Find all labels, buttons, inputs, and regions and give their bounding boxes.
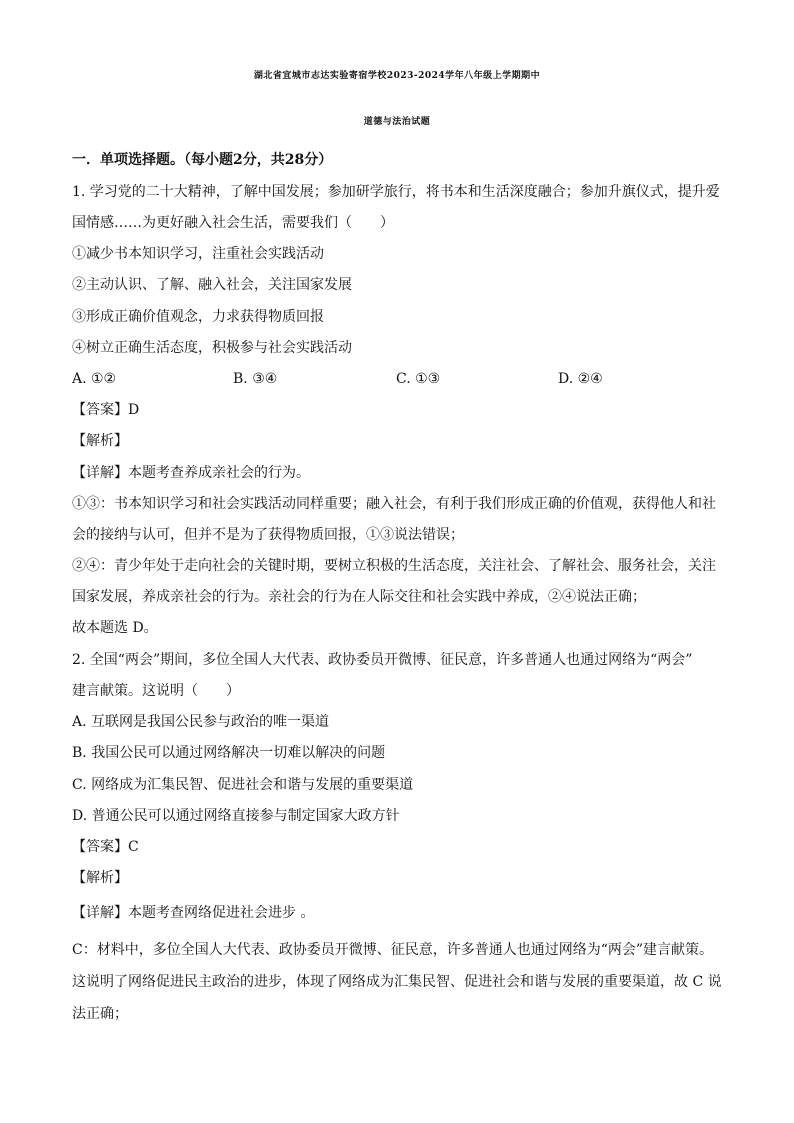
q1-explanation-2-line2: 国家发展，养成亲社会的行为。亲社会的行为在人际交往和社会实践中养成，②④说法正确； bbox=[72, 589, 646, 605]
q2-analysis-label: 【解析】 bbox=[72, 870, 128, 886]
q1-explanation-1-line1: ①③：书本知识学习和社会实践活动同样重要；融入社会，有利于我们形成正确的价值观，获得他人和社 bbox=[72, 496, 716, 512]
q1-option-b: B. ③④ bbox=[233, 371, 278, 387]
q1-option-a: A. ①② bbox=[72, 371, 117, 387]
q1-answer: 【答案】D bbox=[72, 402, 140, 418]
q1-item-2: ②主动认识、了解、融入社会，关注国家发展 bbox=[72, 277, 352, 293]
q2-explanation-line1: C：材料中，多位全国人大代表、政协委员开微博、征民意，许多普通人也通过网络为“两会”建言献策。 bbox=[72, 942, 714, 958]
q1-explanation-1-line2: 会的接纳与认可，但并不是为了获得物质回报，①③说法错误； bbox=[72, 527, 464, 543]
q2-explanation-line3: 法正确； bbox=[72, 1006, 128, 1022]
q2-stem-line2: 建言献策。这说明（ ） bbox=[72, 683, 240, 699]
q1-item-1: ①减少书本知识学习，注重社会实践活动 bbox=[72, 246, 324, 262]
q2-answer: 【答案】C bbox=[72, 839, 139, 855]
q1-conclusion: 故本题选 D。 bbox=[72, 620, 158, 636]
document-title-line2: 道德与法治试题 bbox=[363, 117, 431, 127]
q1-explanation-2-line1: ②④：青少年处于走向社会的关键时期，要树立积极的生活态度，关注社会、了解社会、服务社会，关注 bbox=[72, 558, 716, 574]
q2-option-c: C. 网络成为汇集民智、促进社会和谐与发展的重要渠道 bbox=[72, 777, 414, 793]
q2-option-a: A. 互联网是我国公民参与政治的唯一渠道 bbox=[72, 714, 330, 730]
q2-explanation-line2: 这说明了网络促进民主政治的进步，体现了网络成为汇集民智、促进社会和谐与发展的重要渠道，故 C 说 bbox=[72, 974, 722, 990]
q1-stem-line1: 1. 学习党的二十大精神，了解中国发展；参加研学旅行，将书本和生活深度融合；参加升旗仪式，提升爱 bbox=[72, 184, 720, 200]
q1-option-c: C. ①③ bbox=[396, 371, 441, 387]
q1-analysis-label: 【解析】 bbox=[72, 433, 128, 449]
section-heading: 一．单项选择题。（每小题2分，共28分） bbox=[72, 152, 333, 168]
q1-item-4: ④树立正确生活态度，积极参与社会实践活动 bbox=[72, 340, 352, 356]
q1-stem-line2: 国情感……为更好融入社会生活，需要我们（ ） bbox=[72, 215, 394, 231]
q1-detail: 【详解】本题考查养成亲社会的行为。 bbox=[72, 465, 310, 481]
document-title-line1: 湖北省宜城市志达实验寄宿学校2023-2024学年八年级上学期期中 bbox=[253, 71, 541, 81]
q2-option-b: B. 我国公民可以通过网络解决一切难以解决的问题 bbox=[72, 745, 386, 761]
q2-option-d: D. 普通公民可以通过网络直接参与制定国家大政方针 bbox=[72, 808, 400, 824]
q2-stem-line1: 2. 全国“两会”期间，多位全国人大代表、政协委员开微博、征民意，许多普通人也通过网络为“两会” bbox=[72, 652, 693, 668]
q1-item-3: ③形成正确价值观念，力求获得物质回报 bbox=[72, 309, 324, 325]
q1-option-d: D. ②④ bbox=[558, 371, 603, 387]
q2-detail: 【详解】本题考查网络促进社会进步 。 bbox=[72, 905, 315, 921]
